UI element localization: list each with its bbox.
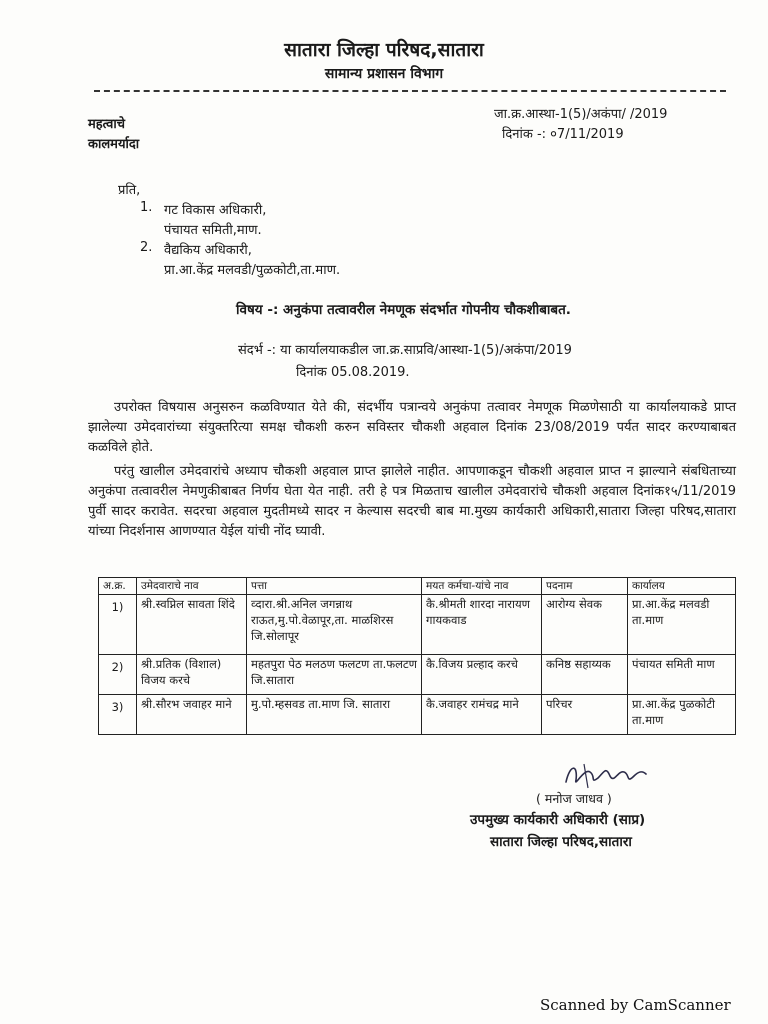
- candidates-table: [98, 577, 736, 735]
- column-header: मयत कर्मचा-यांचे नाव: [422, 578, 542, 595]
- table-cell: मु.पो.म्हसवड ता.माण जि. सातारा: [247, 695, 422, 735]
- recipient-title: वैद्यकिय अधिकारी,: [164, 243, 252, 258]
- header-divider: [94, 90, 726, 92]
- table-cell: 2): [99, 655, 137, 695]
- reference-letter: संदर्भ -: या कार्यालयाकडील जा.क्र.साप्रवि/आस्था-1(5)/अकंपा/2019: [238, 343, 572, 358]
- column-header: अ.क्र.: [99, 578, 137, 595]
- table-cell: कै.श्रीमती शारदा नारायण गायकवाड: [422, 595, 542, 655]
- table-cell: 3): [99, 695, 137, 735]
- reference-date: दिनांक -: ०7/11/2019: [502, 127, 624, 142]
- table-row: [99, 595, 736, 655]
- column-header: पदनाम: [542, 578, 628, 595]
- table-cell: पंचायत समिती माण: [628, 655, 736, 695]
- column-header: उमेदवाराचे नाव: [137, 578, 247, 595]
- body-paragraph: उपरोक्त विषयास अनुसरुन कळविण्यात येते की, संदर्भीय पत्रान्वये अनुकंपा तत्वावर नेमणूक मिळणेसाठी या कार्यालयाकडे प्राप्त झालेल्या उमेदवारांच्या संयुक्तरित्या समक्ष चौकशी करुन सविस्तर चौकशी अहवाल दिनांक 23/08/2019 पर्यत सादर करण्याबाबत कळविले होते.: [88, 400, 736, 455]
- signatory-office: सातारा जिल्हा परिषद,सातारा: [490, 834, 632, 850]
- signatory-designation: उपमुख्य कार्यकारी अधिकारी (साप्र): [470, 812, 646, 828]
- signatory-name: ( मनोज जाधव ): [536, 791, 612, 806]
- reference-number: जा.क्र.आस्था-1(5)/अकंपा/ /2019: [494, 107, 668, 122]
- table-cell: 1): [99, 595, 137, 655]
- table-cell: श्री.प्रतिक (विशाल) विजय करचे: [137, 655, 247, 695]
- recipient-office: पंचायत समिती,माण.: [164, 223, 262, 238]
- table-row: [99, 695, 736, 735]
- table-cell: कनिष्ठ सहाय्यक: [542, 655, 628, 695]
- table-cell: व्दारा.श्री.अनिल जगन्नाथ राऊत,मु.पो.वेळापूर,ता. माळशिरस जि.सोलापूर: [247, 595, 422, 655]
- recipient-office: प्रा.आ.केंद्र मलवडी/पुळकोटी,ता.माण.: [164, 263, 341, 278]
- table-cell: प्रा.आ.केंद्र मलवडी ता.माण: [628, 595, 736, 655]
- subject-line: विषय -: अनुकंपा तत्वावरील नेमणूक संदर्भात गोपनीय चौकशीबाबत.: [236, 302, 571, 318]
- department-name: सामान्य प्रशासन विभाग: [324, 66, 444, 82]
- column-header: कार्यालय: [628, 578, 736, 595]
- table-cell: श्री.स्वप्निल सावता शिंदे: [137, 595, 247, 655]
- important-tag: महत्वाचे: [88, 117, 125, 132]
- table-cell: श्री.सौरभ जवाहर माने: [137, 695, 247, 735]
- table-row: [99, 655, 736, 695]
- scanner-watermark: Scanned by CamScanner: [540, 996, 731, 1014]
- table-cell: परिचर: [542, 695, 628, 735]
- body-paragraph: परंतु खालील उमेदवारांचे अध्याप चौकशी अहवाल प्राप्त झालेले नाहीत. आपणाकडून चौकशी अहवाल प्राप्त न झाल्याने संबधिताच्या अनुकंपा तत्वावरील नेमणुकीबाबत निर्णय घेता येत नाही. तरी हे पत्र मिळताच खालील उमेदवारांचे चौकशी अहवाल दिनांक१५/11/2019 पुर्वी सादर करावेत. सदरचा अहवाल मुदतीमध्ये सादर न केल्यास सदरची बाब मा.मुख्य कार्यकारी अधिकारी,सातारा जिल्हा परिषद,सातारा यांच्या निदर्शनास आणण्यात येईल यांची नोंद घ्यावी.: [88, 464, 736, 539]
- table-cell: आरोग्य सेवक: [542, 595, 628, 655]
- table-cell: कै.विजय प्रल्हाद करचे: [422, 655, 542, 695]
- time-limit-tag: कालमर्यादा: [88, 137, 140, 152]
- table-cell: प्रा.आ.केंद्र पुळकोटी ता.माण: [628, 695, 736, 735]
- recipient-number: 1.: [140, 200, 153, 215]
- recipient-number: 2.: [140, 240, 153, 255]
- handwritten-signature: [560, 758, 652, 792]
- recipient-title: गट विकास अधिकारी,: [164, 203, 267, 218]
- table-cell: कै.जवाहर रामंचद्र माने: [422, 695, 542, 735]
- column-header: पत्ता: [247, 578, 422, 595]
- table-header-row: [99, 578, 736, 595]
- to-label: प्रति,: [118, 183, 141, 198]
- office-title: सातारा जिल्हा परिषद,सातारा: [284, 39, 484, 61]
- table-cell: महतपुरा पेठ मलठण फलटण ता.फलटण जि.सातारा: [247, 655, 422, 695]
- reference-letter-date: दिनांक 05.08.2019.: [296, 365, 410, 380]
